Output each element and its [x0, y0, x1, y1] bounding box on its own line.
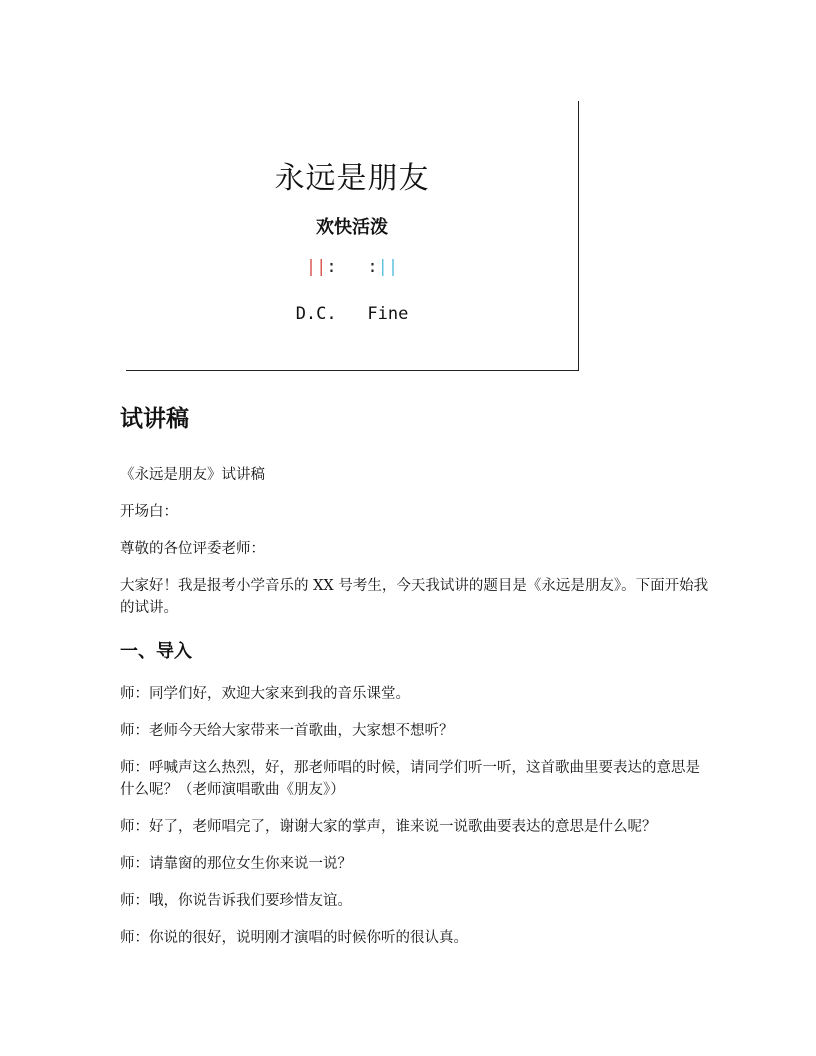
score-image-frame — [126, 101, 579, 371]
score-tempo-marking: 欢快活泼 — [316, 217, 388, 238]
repeat-open-bar: || — [305, 257, 327, 277]
dialogue-line: 师：同学们好，欢迎大家来到我的音乐课堂。 — [120, 686, 410, 702]
dialogue-line: 师：好了，老师唱完了，谢谢大家的掌声，谁来说一说歌曲要表达的意思是什么呢？ — [120, 819, 657, 835]
repeat-open-colon: : — [326, 257, 337, 277]
dialogue-line: 师：请靠窗的那位女生你来说一说？ — [120, 856, 352, 872]
dc-text: D.C. — [295, 304, 337, 324]
repeat-signs — [126, 257, 578, 277]
document-subtitle: 《永远是朋友》试讲稿 — [120, 467, 265, 483]
dialogue-line: 师：哦，你说告诉我们要珍惜友谊。 — [120, 893, 352, 909]
repeat-close-colon: : — [367, 257, 378, 277]
intro-paragraph: 大家好！我是报考小学音乐的 XX 号考生，今天我试讲的题目是《永远是朋友》。下面开始我的试讲。 — [120, 578, 709, 616]
section-heading: 一、导入 — [120, 641, 192, 662]
score-title: 永远是朋友 — [274, 161, 430, 196]
opening-label: 开场白： — [120, 504, 178, 520]
dialogue-line: 师：呼喊声这么热烈，好，那老师唱的时候，请同学们听一听，这首歌曲里要表达的意思是什么呢？（老师演唱歌曲《朋友》） — [120, 760, 700, 798]
repeat-close-bar: || — [377, 257, 399, 277]
fine-text: Fine — [367, 304, 409, 324]
dialogue-line: 师：你说的很好，说明刚才演唱的时候你听的很认真。 — [120, 930, 468, 946]
document-body — [120, 400, 710, 964]
page-title: 试讲稿 — [120, 406, 189, 432]
greeting: 尊敬的各位评委老师： — [120, 541, 265, 557]
dialogue-line: 师：老师今天给大家带来一首歌曲，大家想不想听？ — [120, 723, 454, 739]
dc-fine-marking — [126, 304, 578, 324]
